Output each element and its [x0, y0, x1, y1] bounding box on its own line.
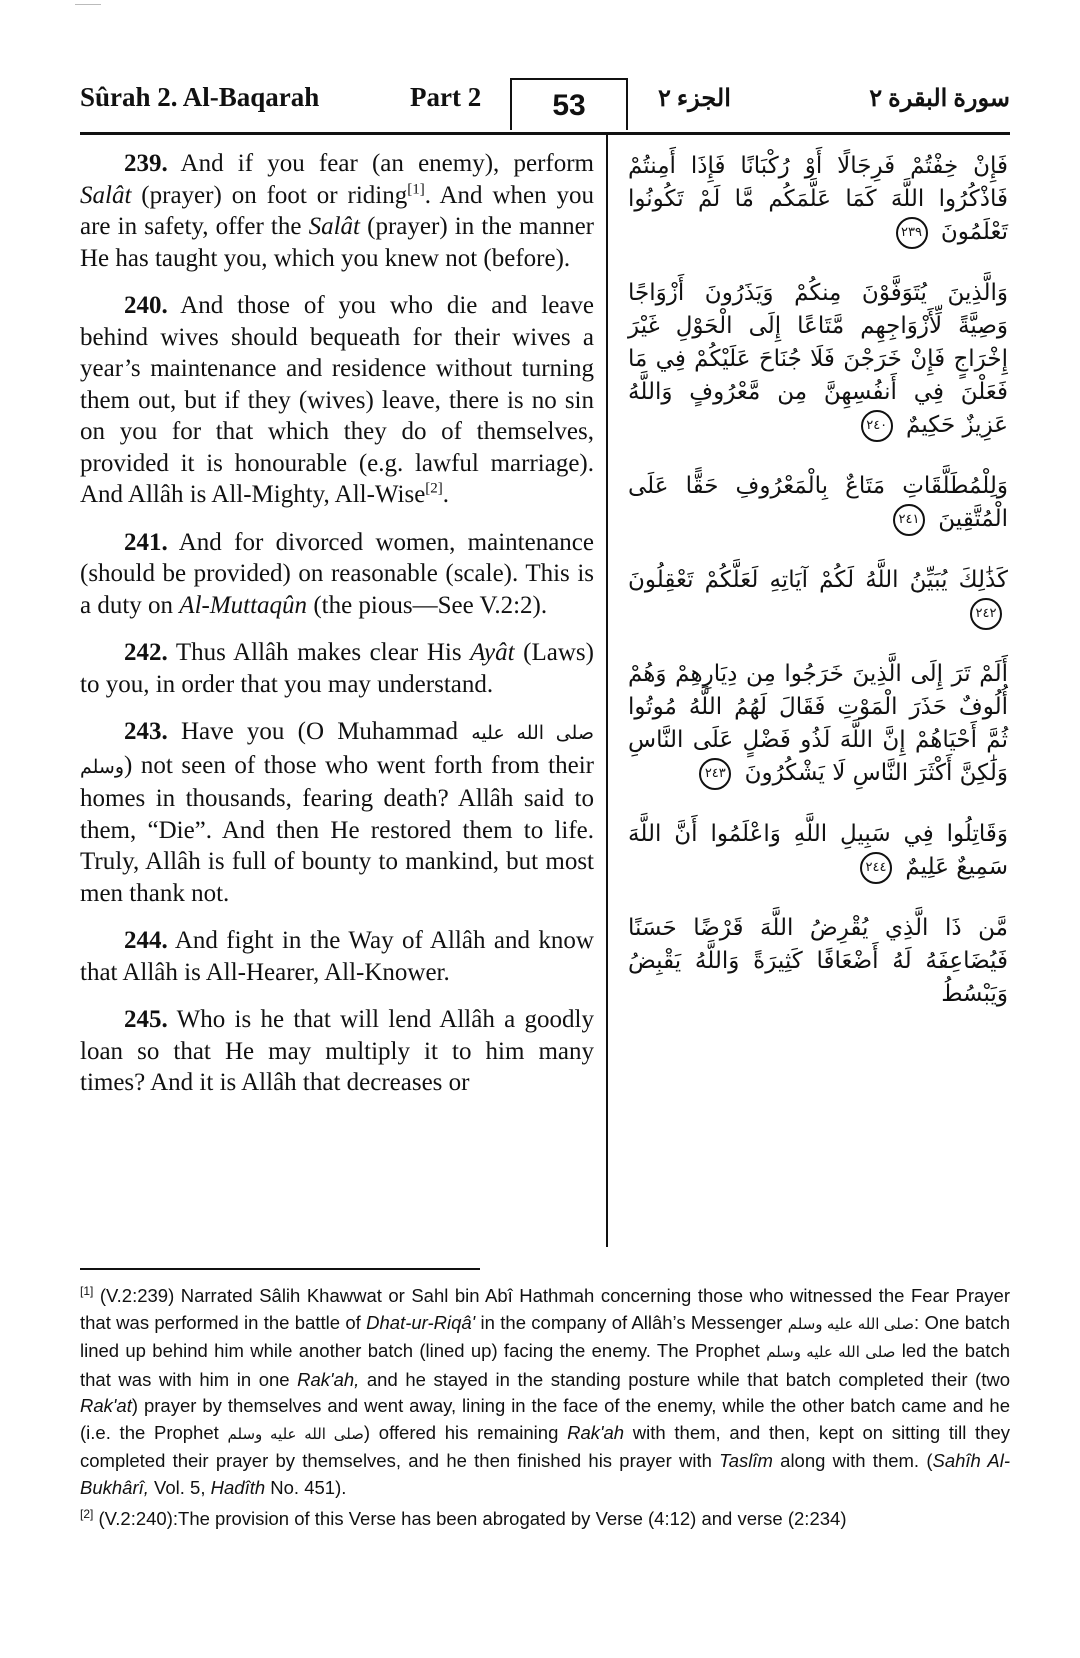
- footnote-term: Rak'ah,: [297, 1368, 360, 1390]
- footnote-text: in the company of Allâh’s Messenger: [475, 1311, 788, 1333]
- verse-number: 239.: [124, 150, 168, 177]
- footnote-text: : One batch lined up behind him while another batch (lined up) facing the enemy. The Prophet: [80, 1311, 1011, 1362]
- footnotes: [80, 1278, 1010, 1533]
- footnote-marker: [2]: [80, 1507, 94, 1522]
- arabic-text: وَالَّذِينَ يُتَوَفَّوْنَ مِنكُمْ وَيَذَرُونَ أَزْوَاجًا وَصِيَّةً لِّأَزْوَاجِهِم مَّتَاعًا إِلَى الْحَوْلِ غَيْرَ إِخْرَاجٍ فَإِنْ خَرَجْنَ فَلَا جُنَاحَ عَلَيْكُمْ فِي مَا فَعَلْنَ فِي أَنفُسِهِنَّ مِن مَّعْرُوفٍ وَاللَّهُ عَزِيزٌ حَكِيمٌ: [628, 280, 1008, 438]
- verse-text: (prayer) in the manner He has taught you, which you knew not (before).: [80, 213, 594, 272]
- ayah-end-marker: ٢٤١: [893, 504, 925, 536]
- verse-text: ) not seen of those who went forth from their homes in thousands, fearing death? Allâh said to them, “Die”. And then He restored them to life. Truly, Allâh is full of bounty to mankind, but most men thank not.: [80, 751, 594, 907]
- footnote-term: Taslîm: [719, 1450, 773, 1472]
- verse-number: 242.: [124, 639, 168, 666]
- verse-244: [80, 925, 594, 988]
- footnote-text: No. 451).: [265, 1476, 347, 1498]
- arabic-ayah-239: [628, 150, 1008, 249]
- part-label-arabic: الجزء ٢: [658, 86, 731, 112]
- verse-240: [80, 290, 594, 511]
- footnote-text: ) prayer by themselves and went away, lining in the face of the enemy, while the other batch came and he (i.e. the Prophet: [80, 1395, 1010, 1443]
- verse-text: Who is he that will lend Allâh a goodly loan so that He may multiply it to him many times? And it is Allâh that decreases or: [80, 1006, 594, 1096]
- footnote-rule: [80, 1268, 480, 1270]
- verse-239: [80, 148, 594, 274]
- footnote-term: Rak'ah: [567, 1421, 625, 1443]
- arabic-ayah-243: [628, 658, 1008, 790]
- part-label-english: Part 2: [410, 82, 482, 112]
- salutation-arabic: صلى الله عليه وسلم: [227, 1425, 364, 1443]
- arabic-ayah-241: [628, 470, 1008, 536]
- arabic-text: وَلِلْمُطَلَّقَاتِ مَتَاعٌ بِالْمَعْرُوفِ حَقًّا عَلَى الْمُتَّقِينَ: [628, 473, 1008, 532]
- footnote-ref: [1]: [407, 181, 425, 198]
- ayah-end-marker: ٢٤٢: [970, 598, 1002, 630]
- footnote-term: Sahîh Al-Bukhârî,: [80, 1450, 1010, 1498]
- ayah-end-marker: ٢٣٩: [896, 217, 928, 249]
- verse-243: [80, 716, 594, 909]
- footnote-text: (V.2:240):The provision of this Verse has been abrogated by Verse (4:12) and verse (2:234): [93, 1508, 847, 1530]
- arabic-text: كَذَٰلِكَ يُبَيِّنُ اللَّهُ لَكُمْ آيَاتِهِ لَعَلَّكُمْ تَعْقِلُونَ: [628, 567, 1008, 593]
- verse-number: 243.: [124, 718, 168, 745]
- footnote-1: [80, 1278, 1010, 1501]
- ayah-end-marker: ٢٤٤: [860, 852, 892, 884]
- verse-number: 245.: [124, 1006, 168, 1033]
- salutation-arabic: صلى الله عليه وسلم: [766, 1344, 896, 1362]
- header-rule: [80, 132, 1010, 135]
- verse-text: Have you (O Muhammad: [167, 718, 472, 745]
- verse-number: 240.: [124, 292, 168, 319]
- footnote-text: (V.2:239) Narrated Sâlih Khawwat or Sahl bin Abî Hathmah concerning those who witnessed the Fear Prayer that was performed in the battle of: [80, 1285, 1010, 1333]
- verse-242: [80, 637, 594, 700]
- arabic-text: وَقَاتِلُوا فِي سَبِيلِ اللَّهِ وَاعْلَمُوا أَنَّ اللَّهَ سَمِيعٌ عَلِيمٌ: [628, 821, 1008, 880]
- arabic-text: أَلَمْ تَرَ إِلَى الَّذِينَ خَرَجُوا مِن دِيَارِهِمْ وَهُمْ أُلُوفٌ حَذَرَ الْمَوْتِ فَقَالَ لَهُمُ اللَّهُ مُوتُوا ثُمَّ أَحْيَاهُمْ إِنَّ اللَّهَ لَذُو فَضْلٍ عَلَى النَّاسِ وَلَٰكِنَّ أَكْثَرَ النَّاسِ لَا يَشْكُرُونَ: [628, 661, 1008, 786]
- verse-245: [80, 1004, 594, 1099]
- footnote-text: led the batch that was with him in one: [80, 1340, 1010, 1390]
- ayah-end-marker: ٢٤٠: [861, 410, 893, 442]
- arabic-text: مَّن ذَا الَّذِي يُقْرِضُ اللَّهَ قَرْضًا حَسَنًا فَيُضَاعِفَهُ لَهُ أَضْعَافًا كَثِيرَةً وَاللَّهُ يَقْبِضُ وَيَبْسُطُ: [628, 915, 1008, 1007]
- surah-title-arabic: سورة البقرة ٢: [869, 86, 1010, 112]
- footnote-text: along with them. (: [772, 1450, 933, 1472]
- verse-text: (prayer) on foot or riding: [131, 181, 408, 209]
- footnote-text: ) offered his remaining: [363, 1421, 568, 1443]
- verse-term: Salât: [80, 181, 132, 209]
- verse-text: And those of you who die and leave behind wives should bequeath for their wives a year’s maintenance and residence without turning them out, but if they (wives) leave, there is no sin on you for that which they do of themselves, provided it is honourable (e.g. lawful marriage). And Allâh is All-Mighty, All-Wise: [80, 292, 594, 508]
- footnote-marker: [1]: [80, 1284, 94, 1298]
- footnote-term: Dhat-ur-Riqâ': [366, 1311, 476, 1333]
- verse-text: (Laws) to you, in order that you may understand.: [80, 639, 594, 698]
- arabic-ayah-245: [628, 912, 1008, 1011]
- verse-number: 241.: [124, 528, 168, 556]
- salutation-arabic: صلى الله عليه وسلم: [787, 1315, 914, 1333]
- footnote-term: Hadîth: [210, 1476, 266, 1498]
- page-number: 53: [510, 78, 628, 130]
- footnote-text: with them, and then, kept on sitting till they completed their prayer by themselves, and he then finished his prayer with: [80, 1421, 1010, 1472]
- footnote-2: [80, 1501, 1010, 1533]
- verse-text: . And when you are in safety, offer the: [80, 181, 594, 240]
- ayah-end-marker: ٢٤٣: [699, 758, 731, 790]
- verse-text: Thus Allâh makes clear His: [167, 639, 471, 666]
- scan-mark: [75, 4, 101, 5]
- arabic-column: [628, 150, 1008, 1039]
- page-header: [80, 78, 1010, 132]
- arabic-ayah-244: [628, 818, 1008, 884]
- verse-text: .: [442, 481, 450, 508]
- verse-text: And if you fear (an enemy), perform: [167, 150, 594, 177]
- verse-text: And for divorced women, maintenance (should be provided) on reasonable (scale). This is a duty on: [80, 528, 594, 619]
- footnote-text: Vol. 5,: [148, 1476, 211, 1498]
- footnote-text: and he stayed in the standing posture while that batch completed their (two: [359, 1368, 1010, 1390]
- verse-term: Ayât: [470, 639, 515, 666]
- verse-text: And fight in the Way of Allâh and know that Allâh is All-Hearer, All-Knower.: [80, 927, 594, 986]
- arabic-ayah-242: [628, 564, 1008, 630]
- footnote-ref: [2]: [425, 480, 443, 497]
- column-divider: [606, 135, 608, 1247]
- verse-number: 244.: [124, 927, 168, 954]
- salutation-arabic: صلى الله عليه وسلم: [80, 723, 594, 778]
- english-column: [80, 148, 594, 1115]
- arabic-text: فَإِنْ خِفْتُمْ فَرِجَالًا أَوْ رُكْبَانًا فَإِذَا أَمِنتُمْ فَاذْكُرُوا اللَّهَ كَمَا عَلَّمَكُم مَّا لَمْ تَكُونُوا تَعْلَمُونَ: [628, 153, 1008, 245]
- verse-241: [80, 527, 594, 622]
- arabic-ayah-240: [628, 277, 1008, 442]
- verse-term: Al-Muttaqûn: [179, 591, 308, 619]
- verse-term: Salât: [308, 213, 361, 240]
- surah-title-english: Sûrah 2. Al-Baqarah: [80, 82, 320, 112]
- footnote-term: Rak'at: [80, 1395, 132, 1417]
- verse-text: (the pious—See V.2:2).: [307, 591, 548, 619]
